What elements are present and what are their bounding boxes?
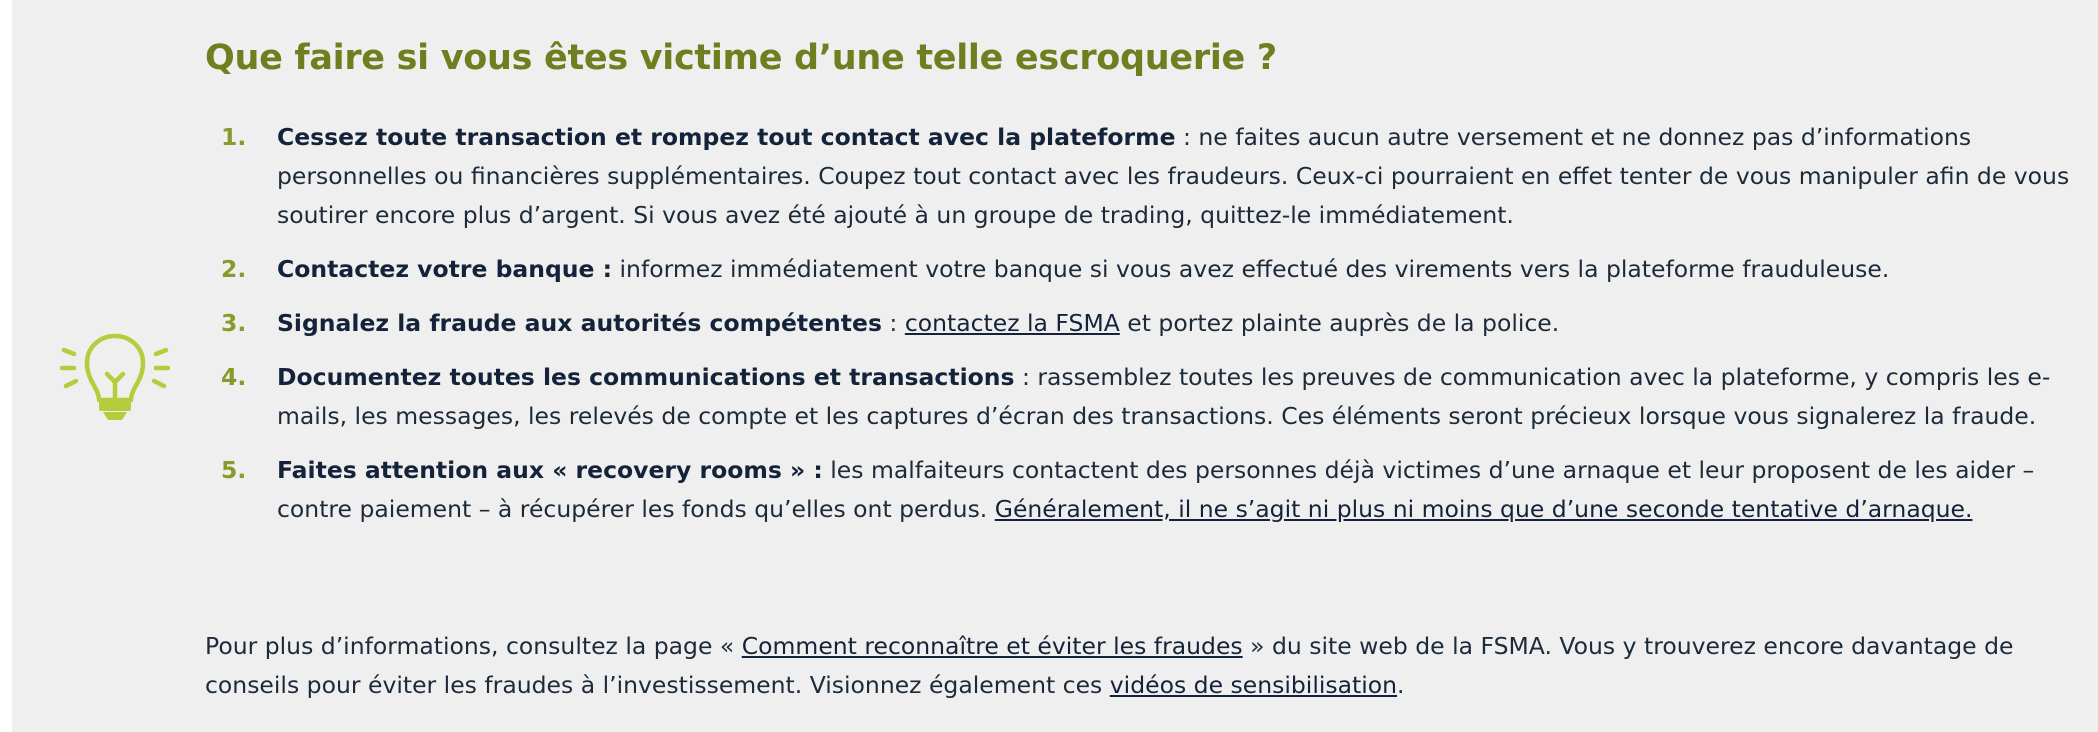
contact-fsma-link[interactable]: contactez la FSMA bbox=[904, 309, 1120, 337]
step-lead: Cessez toute transaction et rompez tout contact avec la plateforme bbox=[277, 123, 1176, 151]
step-lead: Signalez la fraude aux autorités compétentes bbox=[277, 309, 882, 337]
step-number: 3. bbox=[221, 309, 247, 337]
list-item bbox=[205, 451, 2085, 529]
page-title: Que faire si vous êtes victime d’une telle escroquerie ? bbox=[205, 38, 1277, 78]
step-text: : ne faites aucun autre versement et ne donnez pas d’informations personnelles ou financières supplémentaires. Coupez tout contact avec les fraudeurs. Ceux-ci pourraient en effet tenter de vous manipuler afin de vous soutirer encore plus d’argent. Si vous avez été ajouté à un groupe de trading, quittez-le immédiatement. bbox=[277, 123, 2070, 229]
step-text: : rassemblez toutes les preuves de communication avec la plateforme, y compris les e-mails, les messages, les relevés de compte et les captures d’écran des transactions. Ces éléments seront précieux lorsque vous signalerez la fraude. bbox=[277, 363, 2051, 430]
step-text: et portez plainte auprès de la police. bbox=[1119, 309, 1560, 337]
footer-text: Pour plus d’informations, consultez la page « bbox=[205, 632, 742, 660]
step-number: 4. bbox=[221, 363, 247, 391]
awareness-videos-link[interactable]: vidéos de sensibilisation bbox=[1109, 671, 1398, 699]
step-text: : bbox=[881, 309, 905, 337]
step-lead: Contactez votre banque : bbox=[277, 255, 613, 283]
footer-text: . bbox=[1397, 671, 1405, 699]
info-panel bbox=[12, 0, 2098, 732]
footer-paragraph bbox=[205, 627, 2085, 705]
step-text: informez immédiatement votre banque si vous avez effectué des virements vers la plateforme frauduleuse. bbox=[612, 255, 1890, 283]
list-item bbox=[205, 250, 2085, 289]
step-lead: Faites attention aux « recovery rooms » : bbox=[277, 456, 823, 484]
step-lead: Documentez toutes les communications et transactions bbox=[277, 363, 1015, 391]
step-number: 1. bbox=[221, 123, 247, 151]
fraud-guide-link[interactable]: Comment reconnaître et éviter les fraudes bbox=[741, 632, 1243, 660]
footer-text: » du site web de la FSMA. Vous y trouverez encore davantage de conseils pour éviter les fraudes à l’investissement. Visionnez également ces bbox=[205, 632, 2014, 699]
steps-list bbox=[205, 118, 2085, 544]
lightbulb-icon bbox=[60, 318, 170, 428]
list-item bbox=[205, 118, 2085, 235]
second-attempt-link[interactable]: Généralement, il ne s’agit ni plus ni moins que d’une seconde tentative d’arnaque. bbox=[994, 495, 1973, 523]
list-item bbox=[205, 358, 2085, 436]
step-number: 2. bbox=[221, 255, 247, 283]
step-number: 5. bbox=[221, 456, 247, 484]
step-text: les malfaiteurs contactent des personnes déjà victimes d’une arnaque et leur proposent de les aider – contre paiement – à récupérer les fonds qu’elles ont perdus. bbox=[277, 456, 2035, 523]
list-item bbox=[205, 304, 2085, 343]
